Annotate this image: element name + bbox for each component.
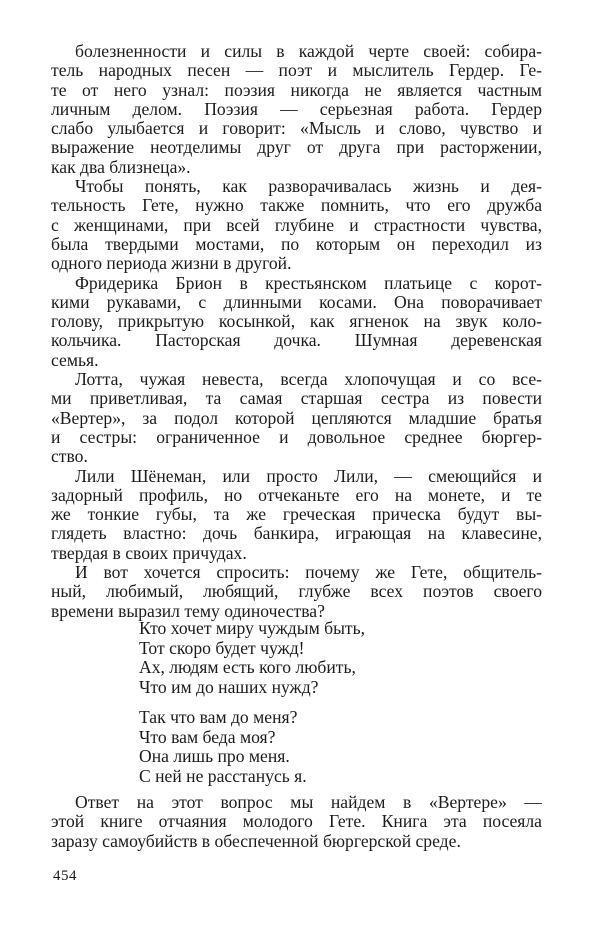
- text-line: личным делом. Поэзия — серьезная работа. Гердер: [51, 99, 542, 119]
- poem-line: Что им до наших нужд?: [139, 676, 319, 697]
- text-line: тельность Гете, нужно также помнить, что его дружба: [51, 196, 542, 216]
- poem-line: Тот скоро будет чужд!: [139, 637, 305, 658]
- text-line: болезненности и силы в каждой черте своей: собира-: [75, 42, 542, 61]
- paragraph: [51, 42, 542, 177]
- text-line: твердая в своих причудах.: [51, 543, 247, 563]
- text-line: ми приветливая, та самая старшая сестра из повести: [51, 389, 542, 409]
- text-line: глядеть властно: дочь банкира, играющая на клавесине,: [51, 524, 542, 544]
- text-line: и сестры: ограниченное и довольное среднее бюргер-: [51, 427, 542, 447]
- poem-stanza-1: [139, 619, 439, 697]
- text-line: времени выразил тему одиночества?: [51, 601, 325, 621]
- poem-line: С ней не расстанусь я.: [139, 765, 307, 786]
- text-line: же тонкие губы, та же греческая прическа будут вы-: [51, 505, 542, 525]
- text-line: Чтобы понять, как разворачивалась жизнь и дея-: [75, 177, 542, 197]
- text-line: задорный профиль, но отчеканьте его на монете, и те: [51, 485, 542, 505]
- prose-block: [51, 42, 542, 621]
- text-line: кольчика. Пасторская дочка. Шумная деревенская: [51, 331, 542, 351]
- text-line: И вот хочется спросить: почему же Гете, общитель-: [75, 563, 542, 583]
- text-line: заразу самоубийств в обеспеченной бюргерской среде.: [51, 831, 461, 851]
- text-line: «Вертер», за подол которой цепляются младшие братья: [51, 408, 542, 428]
- poem-line: Так что вам до меня?: [139, 707, 298, 727]
- paragraph: [51, 563, 542, 621]
- poem-stanza-2: [139, 708, 439, 786]
- text-line: была твердыми мостами, по которым он переходил из: [51, 234, 542, 254]
- poem-line: Что вам беда моя?: [139, 726, 276, 747]
- poem-line: Она лишь про меня.: [139, 746, 290, 767]
- text-line: ный, любимый, любящий, глубже всех поэтов своего: [51, 582, 542, 602]
- text-line: семья.: [51, 350, 99, 370]
- text-line: ство.: [51, 447, 88, 467]
- text-line: выражение неотделимы друг от друга при расторжении,: [51, 138, 542, 158]
- text-line: Фридерика Брион в крестьянском платьице с корот-: [75, 273, 542, 293]
- text-line: одного периода жизни в другой.: [51, 254, 292, 274]
- text-line: Ответ на этот вопрос мы найдем в «Вертере» —: [75, 793, 542, 812]
- paragraph: [51, 274, 542, 370]
- text-line: голову, прикрытую косынкой, как ягненок на звук коло-: [51, 312, 542, 332]
- text-line: кими рукавами, с длинными косами. Она поворачивает: [51, 292, 542, 312]
- poem-line: Ах, людям есть кого любить,: [139, 657, 356, 678]
- closing-paragraph: [51, 793, 542, 851]
- text-line: Лотта, чужая невеста, всегда хлопочущая и со все-: [75, 370, 542, 390]
- paragraph: [51, 177, 542, 273]
- page-number: 454: [53, 868, 77, 884]
- text-line: Лили Шёнеман, или просто Лили, — смеющийся и: [75, 466, 542, 486]
- text-line: те от него узнал: поэзия никогда не является частным: [51, 80, 542, 100]
- text-line: как два близнеца».: [51, 157, 191, 177]
- paragraph: [51, 467, 542, 563]
- text-line: этой книге отчаяния молодого Гете. Книга эта посеяла: [51, 812, 542, 832]
- paragraph: [51, 370, 542, 466]
- poem-line: Кто хочет миру чуждым быть,: [139, 618, 365, 638]
- text-line: тель народных песен — поэт и мыслитель Гердер. Ге-: [51, 61, 542, 81]
- text-line: слабо улыбается и говорит: «Мысль и слово, чувство и: [51, 119, 542, 139]
- text-line: с женщинами, при всей глубине и страстности чувства,: [51, 215, 542, 235]
